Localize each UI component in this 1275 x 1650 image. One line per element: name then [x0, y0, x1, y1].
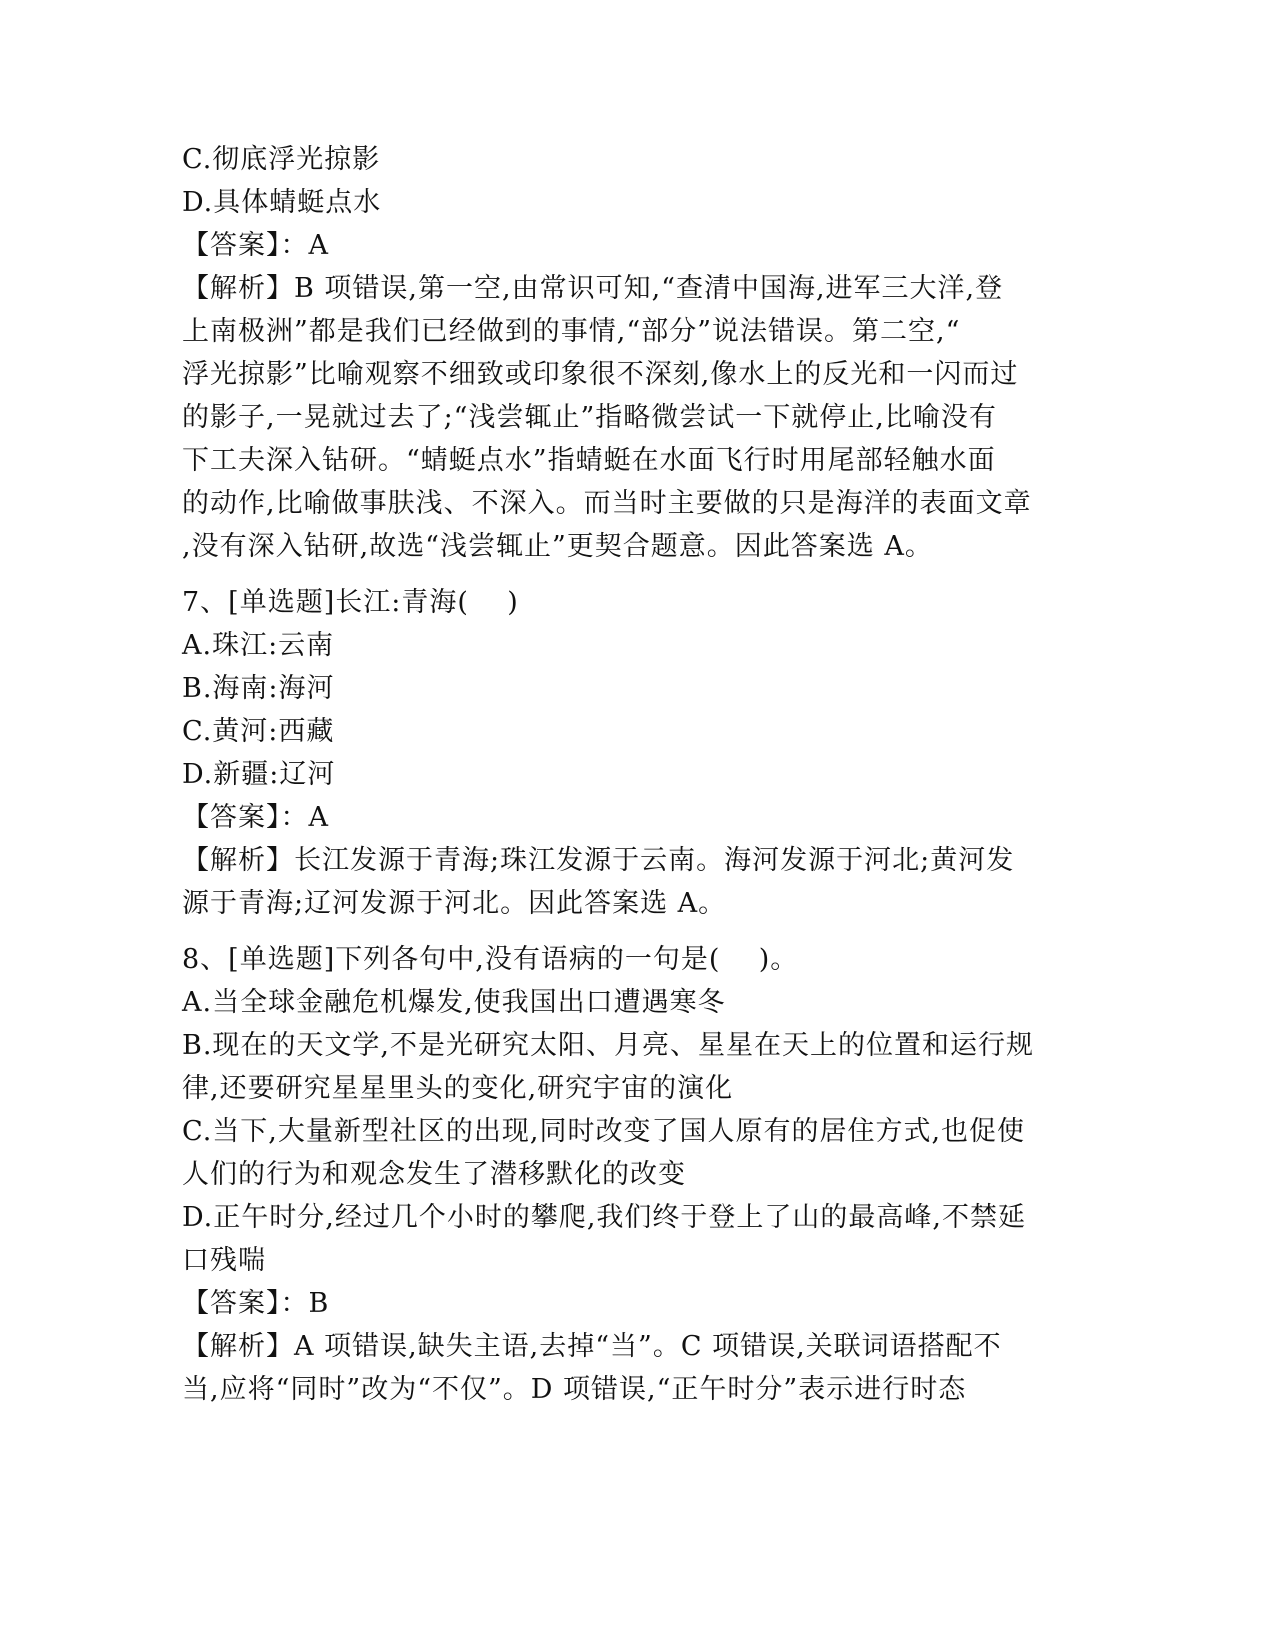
- answer-line: 【答案】：B: [182, 1288, 330, 1319]
- question-6-tail: [182, 138, 1082, 568]
- analysis-line: ,没有深入钻研,故选“浅尝辄止”更契合题意。因此答案选 A。: [182, 531, 933, 562]
- option-b: B.海南:海河: [182, 673, 335, 704]
- analysis-line: 的影子,一晃就过去了;“浅尝辄止”指略微尝试一下就停止,比喻没有: [182, 402, 997, 433]
- question-7: [182, 581, 1082, 925]
- option-c-cont: 人们的行为和观念发生了潜移默化的改变: [182, 1159, 686, 1190]
- option-d-cont: 口残喘: [182, 1245, 266, 1276]
- option-c: C.黄河:西藏: [182, 716, 335, 747]
- analysis-line: 【解析】A 项错误,缺失主语,去掉“当”。C 项错误,关联词语搭配不: [182, 1331, 1002, 1362]
- answer-line: 【答案】：A: [182, 802, 329, 833]
- option-d: D.具体蜻蜓点水: [182, 187, 382, 218]
- option-d: D.正午时分,经过几个小时的攀爬,我们终于登上了山的最高峰,不禁延: [182, 1202, 1027, 1233]
- analysis-line: 浮光掠影”比喻观察不细致或印象很不深刻,像水上的反光和一闪而过: [182, 359, 1019, 390]
- analysis-line: 下工夫深入钻研。“蜻蜓点水”指蜻蜓在水面飞行时用尾部轻触水面: [182, 445, 996, 476]
- question-8: [182, 938, 1082, 1411]
- analysis-line: 的动作,比喻做事肤浅、不深入。而当时主要做的只是海洋的表面文章: [182, 488, 1032, 519]
- analysis-line: 当,应将“同时”改为“不仅”。D 项错误,“正午时分”表示进行时态: [182, 1374, 967, 1405]
- option-b-cont: 律,还要研究星星里头的变化,研究宇宙的演化: [182, 1073, 734, 1104]
- option-d: D.新疆:辽河: [182, 759, 336, 790]
- analysis-line: 【解析】长江发源于青海;珠江发源于云南。海河发源于河北;黄河发: [182, 845, 1015, 876]
- answer-line: 【答案】：A: [182, 230, 329, 261]
- option-a: A.珠江:云南: [182, 630, 335, 661]
- question-stem: 8、[单选题]下列各句中,没有语病的一句是( )。: [182, 944, 799, 975]
- option-b: B.现在的天文学,不是光研究太阳、月亮、星星在天上的位置和运行规: [182, 1030, 1035, 1061]
- analysis-line: 上南极洲”都是我们已经做到的事情,“部分”说法错误。第二空,“: [182, 316, 961, 347]
- option-c: C.当下,大量新型社区的出现,同时改变了国人原有的居住方式,也促使: [182, 1116, 1026, 1147]
- analysis-line: 【解析】B 项错误,第一空,由常识可知,“查清中国海,进军三大洋,登: [182, 273, 1004, 304]
- question-stem: 7、[单选题]长江:青海( ): [182, 587, 519, 618]
- document-page: [182, 138, 1082, 1411]
- option-c: C.彻底浮光掠影: [182, 144, 381, 175]
- analysis-line: 源于青海;辽河发源于河北。因此答案选 A。: [182, 888, 727, 919]
- option-a: A.当全球金融危机爆发,使我国出口遭遇寒冬: [182, 987, 726, 1018]
